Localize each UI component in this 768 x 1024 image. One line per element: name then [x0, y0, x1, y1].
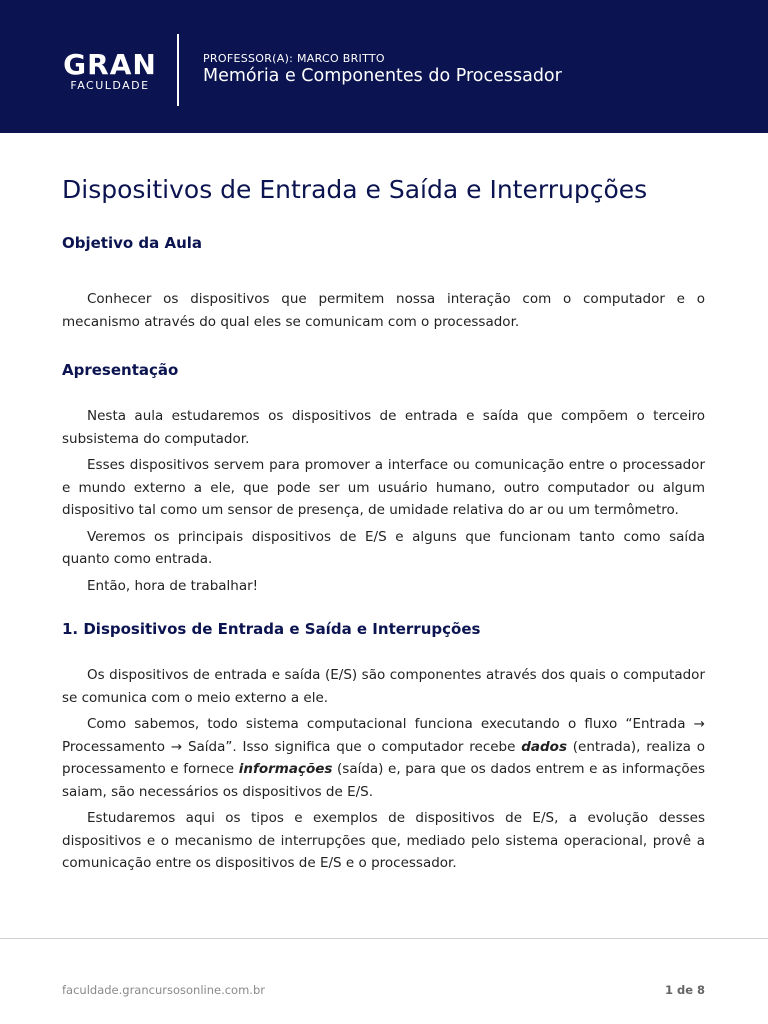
header-divider — [177, 34, 179, 106]
document-body — [62, 170, 705, 879]
paragraph: Estudaremos aqui os tipos e exemplos de dispositivos de E/S, a evolução desses dispositivos e o mecanismo de interrupções que, mediado pelo sistema operacional, provê a comunicação entre os dispositivos de E/S e o processador. — [62, 810, 705, 871]
paragraph: Veremos os principais dispositivos de E/S e alguns que funcionam tanto como saída quanto como entrada. — [62, 528, 705, 567]
section-heading: 1. Dispositivos de Entrada e Saída e Interrupções — [62, 620, 481, 638]
gran-faculdade-logo — [60, 50, 160, 92]
paragraph-text: (entrada), realiza o processamento e fornece — [62, 738, 705, 777]
section-apresentacao — [62, 359, 705, 597]
emphasis-dados: dados — [521, 738, 567, 755]
paragraph: Os dispositivos de entrada e saída (E/S) são componentes através dos quais o computador se comunica com o meio externo a ele. — [62, 667, 705, 706]
footer-divider — [0, 938, 768, 939]
emphasis-informacoes: informações — [238, 761, 333, 777]
logo-wordmark: GRAN — [63, 48, 157, 81]
paragraph-text: Como sabemos, todo sistema computacional funciona executando o fluxo “Entrada → Processamento → Saída”. Isso significa que o computador recebe — [62, 716, 705, 755]
paragraph: Então, hora de trabalhar! — [87, 577, 259, 594]
page-number: 1 de 8 — [664, 983, 705, 997]
section-dispositivos — [62, 618, 705, 875]
paragraph-text: (saída) e, para que os dados entrem e as informações saiam, são necessários os dispositivos de E/S. — [62, 761, 706, 800]
paragraph: Nesta aula estudaremos os dispositivos de entrada e saída que compõem o terceiro subsistema do computador. — [62, 408, 705, 447]
paragraph: Esses dispositivos servem para promover a interface ou comunicação entre o processador e mundo externo a ele, que pode ser um usuário humano, outro computador ou algum dispositivo tal como um sensor de presença, de umidade relativa do ar ou um termômetro. — [62, 457, 705, 518]
professor-name: PROFESSOR(A): MARCO BRITTO — [203, 52, 385, 65]
logo-subtitle: FACULDADE — [70, 79, 150, 92]
page-header — [0, 0, 768, 133]
section-heading: Apresentação — [62, 361, 179, 379]
section-objetivo — [62, 232, 705, 333]
course-title: Memória e Componentes do Processador — [203, 66, 562, 86]
footer-website-link[interactable]: faculdade.grancursosonline.com.br — [62, 983, 265, 997]
paragraph: Conhecer os dispositivos que permitem nossa interação com o computador e o mecanismo através do qual eles se comunicam com o processador. — [62, 291, 705, 330]
paragraph-with-emphasis — [62, 713, 705, 803]
section-heading: Objetivo da Aula — [62, 234, 203, 252]
page-title: Dispositivos de Entrada e Saída e Interrupções — [62, 175, 648, 204]
